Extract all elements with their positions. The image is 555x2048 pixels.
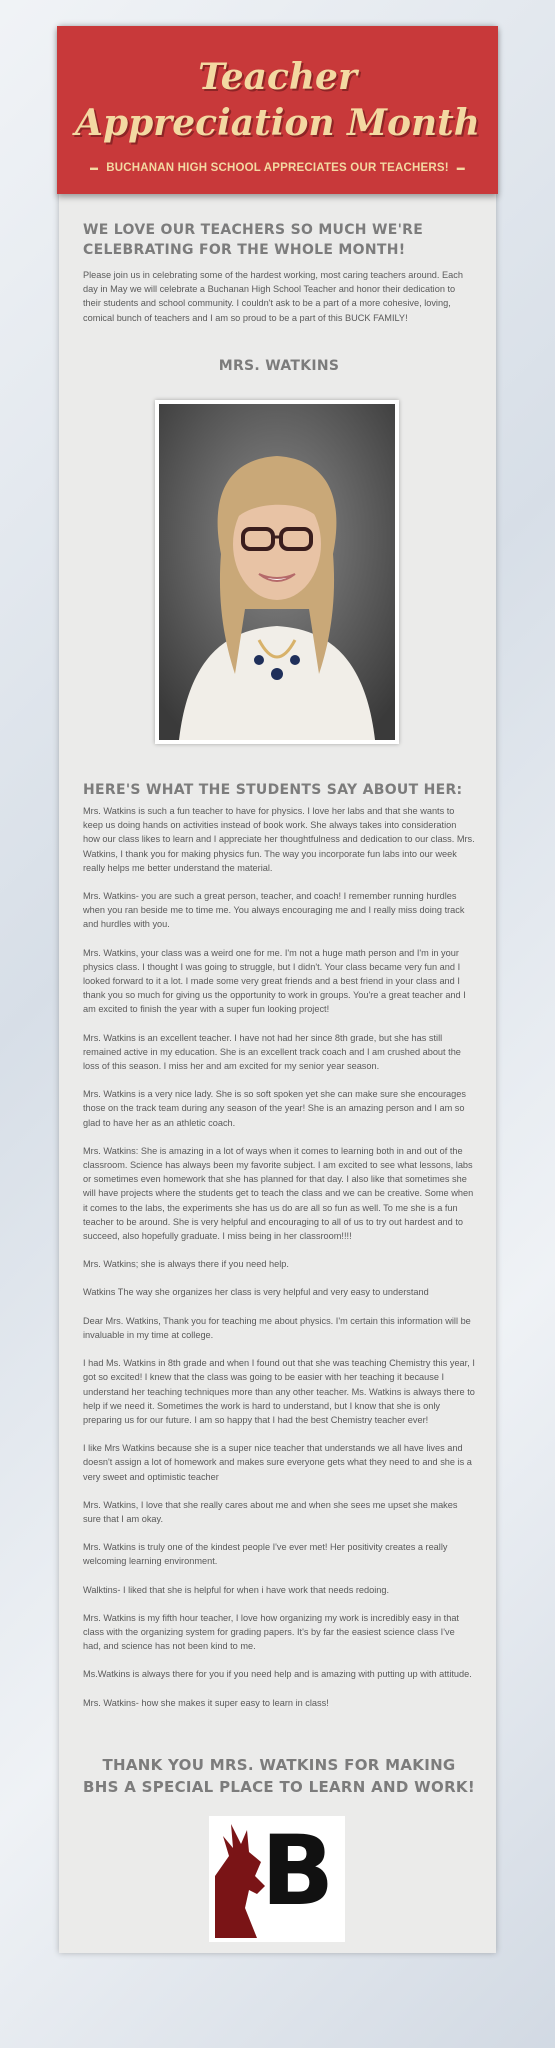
student-quote: Mrs. Watkins: She is amazing in a lot of ways when it comes to learning both in and out of the classroom. Science has always been my favorite subject. I am excited to see what lessons, labs or sometimes even homework that she has planned for that day. I also like that sometimes she will have projects where the students get to teach the class and we can be creative. Some when it comes to the labs, the experiments she has us do are all so fun as well. To me she is a fun teacher to be around. She is very helpful and encouraging to all of us to try out hardest and to succeed, also hopefully graduate. I miss being in her classroom!!!! [83, 1145, 474, 1242]
student-quote: Mrs. Watkins is my fifth hour teacher, I love how organizing my work is incredibly easy in that class with the organizing system for grading papers. It's by far the easiest science class I've had, and science has not been kind to me. [83, 1612, 459, 1652]
school-logo [209, 1816, 345, 1942]
student-quote: Walktins- I liked that she is helpful for when i have work that needs redoing. [83, 1584, 390, 1595]
teacher-photo [155, 400, 399, 744]
newsletter-card [59, 26, 496, 1953]
teacher-portrait-image [159, 404, 395, 740]
student-quote: Mrs. Watkins is such a fun teacher to have for physics. I love her labs and that she wants to keep us doing hands on activities instead of book work. She always takes into consideration how our class likes to learn and I appreciate her thoughtfulness and dedication to our class. Mrs. Watkins, I thank you for making physics fun. The way you incorporate fun labs into our week really helps me better understand the material. [83, 806, 475, 873]
closing-section [83, 1754, 475, 1798]
student-quote: Mrs. Watkins, your class was a weird one for me. I'm not a huge math person and I'm in your physics class. I thought I was going to struggle, but I didn't. Your class became very fun and I looked forward to it a lot. I made some very great friends and a best friend in your class and I thank you so much for giving us the opportunity to work in groups. You're a great teacher and I am excited to finish the year with a super fun looking project! [83, 947, 466, 1015]
student-quote: Mrs. Watkins; she is always there if you need help. [83, 1259, 289, 1270]
students-section [83, 780, 475, 1724]
buck-logo-icon [209, 1816, 345, 1942]
dash-icon: ▬ [456, 163, 465, 173]
portrait-illustration [159, 404, 395, 740]
student-quote: Mrs. Watkins is an excellent teacher. I have not had her since 8th grade, but she has still remained active in my education. She is an excellent track coach and I am crushed about the loss of this season. I miss her and am excited for my senior year season. [83, 1032, 461, 1072]
students-heading: HERE'S WHAT THE STUDENTS SAY ABOUT HER: [83, 782, 463, 798]
header-banner [57, 26, 498, 194]
teacher-name-section [83, 356, 475, 376]
student-quote: Mrs. Watkins is a very nice lady. She is so soft spoken yet she can make sure she encourages those on the track team during any season of the year! She is an amazing person and I am so glad to have her as an athletic coach. [83, 1089, 466, 1128]
dash-icon: ▬ [90, 163, 99, 173]
intro-section [83, 220, 475, 325]
student-quote: Mrs. Watkins is truly one of the kindest people I've ever met! Her positivity creates a really welcoming learning environment. [83, 1542, 448, 1567]
student-quote: Watkins The way she organizes her class is very helpful and very easy to understand [83, 1287, 429, 1298]
student-quote: Ms.Watkins is always there for you if you need help and is amazing with putting up with attitude. [83, 1669, 472, 1680]
student-quote: Mrs. Watkins, I love that she really cares about me and when she sees me upset she makes sure that I am okay. [83, 1499, 458, 1524]
banner-subtitle [57, 162, 498, 174]
student-quote: I like Mrs Watkins because she is a super nice teacher that understands we all have lives and doesn't assign a lot of homework and makes sure everyone gets what they need to and she is a very sweet and optimistic teacher [83, 1443, 472, 1482]
intro-text: Please join us in celebrating some of the hardest working, most caring teachers around. Each day in May we will celebrate a Buchanan High School Teacher and honor their dedication to their students and school community. I couldn't ask to be a part of a more cohesive, loving, comical bunch of teachers and I am so proud to be a part of this BUCK FAMILY! [83, 270, 463, 323]
banner-title-line2: Appreciation Month [75, 102, 480, 144]
banner-subtitle-text: BUCHANAN HIGH SCHOOL APPRECIATES OUR TEACHERS! [106, 162, 449, 174]
student-quote: Dear Mrs. Watkins, Thank you for teaching me about physics. I'm certain this information will be invaluable in my time at college. [83, 1315, 471, 1340]
closing-heading: THANK YOU MRS. WATKINS FOR MAKING BHS A SPECIAL PLACE TO LEARN AND WORK! [83, 1756, 475, 1796]
banner-title-line1: Teacher [198, 56, 357, 98]
teacher-name: MRS. WATKINS [218, 358, 340, 374]
student-quote: I had Ms. Watkins in 8th grade and when I found out that she was teaching Chemistry this year, I got so excited! I knew that the class was going to be easier with her teaching it because I understand her teaching techniques more than any other teacher. Ms. Watkins is always there to help if we need it. Sometimes the work is hard to understand, but I know that she is only preparing us for our future. I am so happy that I had the best Chemistry teacher ever! [83, 1358, 475, 1425]
banner-title [57, 54, 498, 146]
svg-text:B: B [261, 1816, 335, 1927]
quote-list [83, 804, 475, 1710]
intro-heading: WE LOVE OUR TEACHERS SO MUCH WE'RE CELEBRATING FOR THE WHOLE MONTH! [83, 222, 424, 258]
student-quote: Mrs. Watkins- you are such a great person, teacher, and coach! I remember running hurdles when you ran beside me to time me. You always encouraging me and I really miss doing track and hurdles with you. [83, 891, 465, 930]
student-quote: Mrs. Watkins- how she makes it super easy to learn in class! [83, 1697, 329, 1708]
